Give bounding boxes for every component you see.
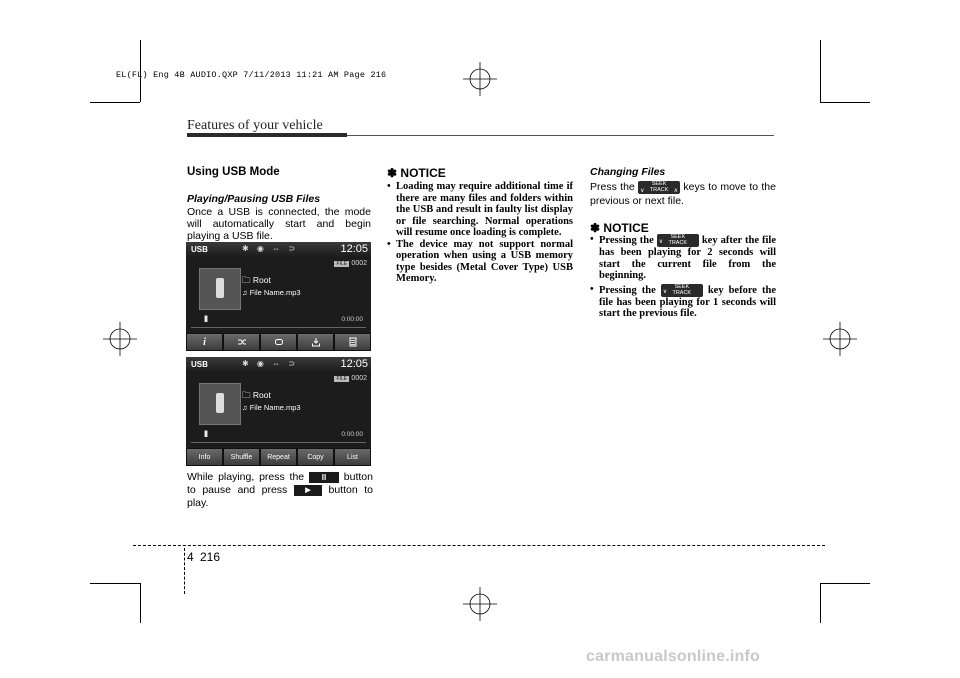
play-pause-paragraph (187, 471, 373, 510)
list-button[interactable]: List (335, 449, 370, 465)
screen-button-bar (186, 448, 371, 466)
crop-mark (820, 40, 821, 102)
crop-mark (140, 583, 141, 623)
seek-track-key: ∨ SEEK TRACK ∧ (638, 181, 680, 194)
registration-mark-top (463, 62, 497, 96)
crop-mark (820, 102, 870, 103)
screen-mode-label: USB (191, 360, 208, 369)
header-rule (187, 133, 347, 137)
changing-files-paragraph (590, 180, 776, 208)
list-button[interactable] (335, 334, 370, 350)
screen-file-badge: FILE (336, 376, 347, 382)
music-note-icon: ♫ (242, 403, 248, 412)
screen-folder-name: Root (252, 275, 271, 285)
list-icon (348, 337, 358, 347)
shuffle-button[interactable] (224, 334, 259, 350)
play-text-c: button to play. (187, 484, 374, 509)
subheading-changing-files: Changing Files (590, 166, 666, 178)
screen-pause-indicator: II (204, 429, 208, 439)
shuffle-button[interactable]: Shuffle (224, 449, 259, 465)
notice-list-2 (590, 234, 776, 320)
screen-progress-bar (191, 442, 366, 443)
screen-mode-label: USB (191, 245, 208, 254)
repeat-button[interactable]: Repeat (261, 449, 296, 465)
registration-mark-right (823, 322, 857, 356)
header-rule (347, 135, 774, 136)
registration-mark-left (103, 322, 137, 356)
changing-text-b: keys to move to the previous or next file. (590, 181, 776, 207)
crop-mark (90, 583, 140, 584)
screen-progress-bar (191, 327, 366, 328)
screen-filename (242, 288, 301, 297)
folder-icon: 🗀 (242, 275, 251, 285)
chevron-up-icon: ∧ (673, 187, 679, 194)
screen-folder (242, 275, 271, 289)
play-text-a: While playing, press the (187, 471, 305, 483)
crop-mark (820, 583, 821, 623)
screen-filename (242, 403, 301, 412)
pause-key: II (309, 472, 339, 483)
subheading-playing-pausing: Playing/Pausing USB Files (187, 193, 321, 205)
notice-list-1 (387, 181, 573, 285)
screen-play-time: 0:00:00 (341, 316, 363, 323)
chapter-number: 4 (187, 550, 194, 564)
list-item: • Loading may require additional time if there are many files and folders within the USB and result in faulty list display or file searching. Normal operations will resume once loading is complete. (387, 181, 573, 238)
usb-screen-icons (186, 242, 371, 351)
shuffle-icon (237, 337, 247, 347)
notice-heading-1 (387, 166, 446, 180)
screen-file-number: 0002 (351, 375, 367, 382)
screen-pause-indicator: II (204, 314, 208, 324)
screen-status-icons: ✱ ◉ ⇔ ⊃ (242, 244, 299, 253)
crop-mark (90, 102, 140, 103)
info-button[interactable]: Info (187, 449, 222, 465)
screen-status-icons: ✱ ◉ ⇔ ⊃ (242, 359, 299, 368)
screen-file-name: File Name.mp3 (249, 403, 301, 412)
print-slug: EL(FL) Eng 4B AUDIO.QXP 7/11/2013 11:21 AM Page 216 (116, 70, 387, 80)
screen-clock: 12:05 (340, 358, 368, 370)
usb-screen-text (186, 357, 371, 466)
screen-clock: 12:05 (340, 243, 368, 255)
intro-paragraph: Once a USB is connected, the mode will automatically start and begin playing a USB file. (187, 206, 371, 242)
info-icon: i (203, 336, 206, 348)
notice-mark-icon: ✽ (590, 221, 601, 235)
repeat-button[interactable] (261, 334, 296, 350)
repeat-icon (274, 337, 284, 347)
usb-device-icon (199, 383, 241, 425)
crop-mark (820, 583, 870, 584)
screen-file-badge: FILE (336, 261, 347, 267)
section-title: Features of your vehicle (187, 118, 323, 133)
info-button[interactable] (187, 334, 222, 350)
footer-divider (184, 548, 185, 594)
play-text-b: button to pause and press (187, 471, 373, 496)
list-item: • The device may not support normal operation when using a USB memory type besides (Metal Cover Type) USB Memory. (387, 238, 573, 284)
heading-using-usb-mode: Using USB Mode (187, 166, 280, 178)
seek-track-key: ∨ SEEK TRACK (661, 284, 703, 297)
notice-heading-2 (590, 221, 649, 235)
chevron-down-icon: ∨ (658, 239, 664, 245)
screen-file-name: File Name.mp3 (249, 288, 301, 297)
chevron-down-icon: ∨ (662, 288, 668, 295)
watermark: carmanualsonline.info (586, 648, 761, 665)
chevron-down-icon: ∨ (640, 187, 645, 194)
list-item: • Pressing the ∨ SEEK TRACK key before the file has been playing for 1 seconds will start the previous file. (590, 283, 776, 319)
screen-play-time: 0:00:00 (341, 431, 363, 438)
copy-button[interactable] (298, 334, 333, 350)
play-key: ▶ (294, 485, 322, 496)
notice-title: NOTICE (603, 221, 649, 235)
notice-mark-icon: ✽ (387, 166, 398, 180)
seek-track-key: ∨ SEEK TRACK (657, 234, 699, 247)
usb-device-icon (199, 268, 241, 310)
copy-button[interactable]: Copy (298, 449, 333, 465)
changing-text-a: Press the (590, 181, 635, 193)
screen-folder-name: Root (252, 390, 271, 400)
screen-file-number: 0002 (351, 260, 367, 267)
screen-folder (242, 390, 271, 404)
screen-button-bar (186, 333, 371, 351)
registration-mark-bottom (463, 587, 497, 621)
footer-rule (133, 545, 825, 546)
music-note-icon: ♫ (242, 288, 248, 297)
page-number: 216 (200, 550, 221, 564)
notice-title: NOTICE (400, 166, 446, 180)
copy-icon (311, 337, 321, 347)
list-item: • Pressing the ∨ SEEK TRACK key after the file has been playing for 2 seconds will start the current file from the beginning. (590, 234, 776, 281)
folder-icon: 🗀 (242, 390, 251, 400)
